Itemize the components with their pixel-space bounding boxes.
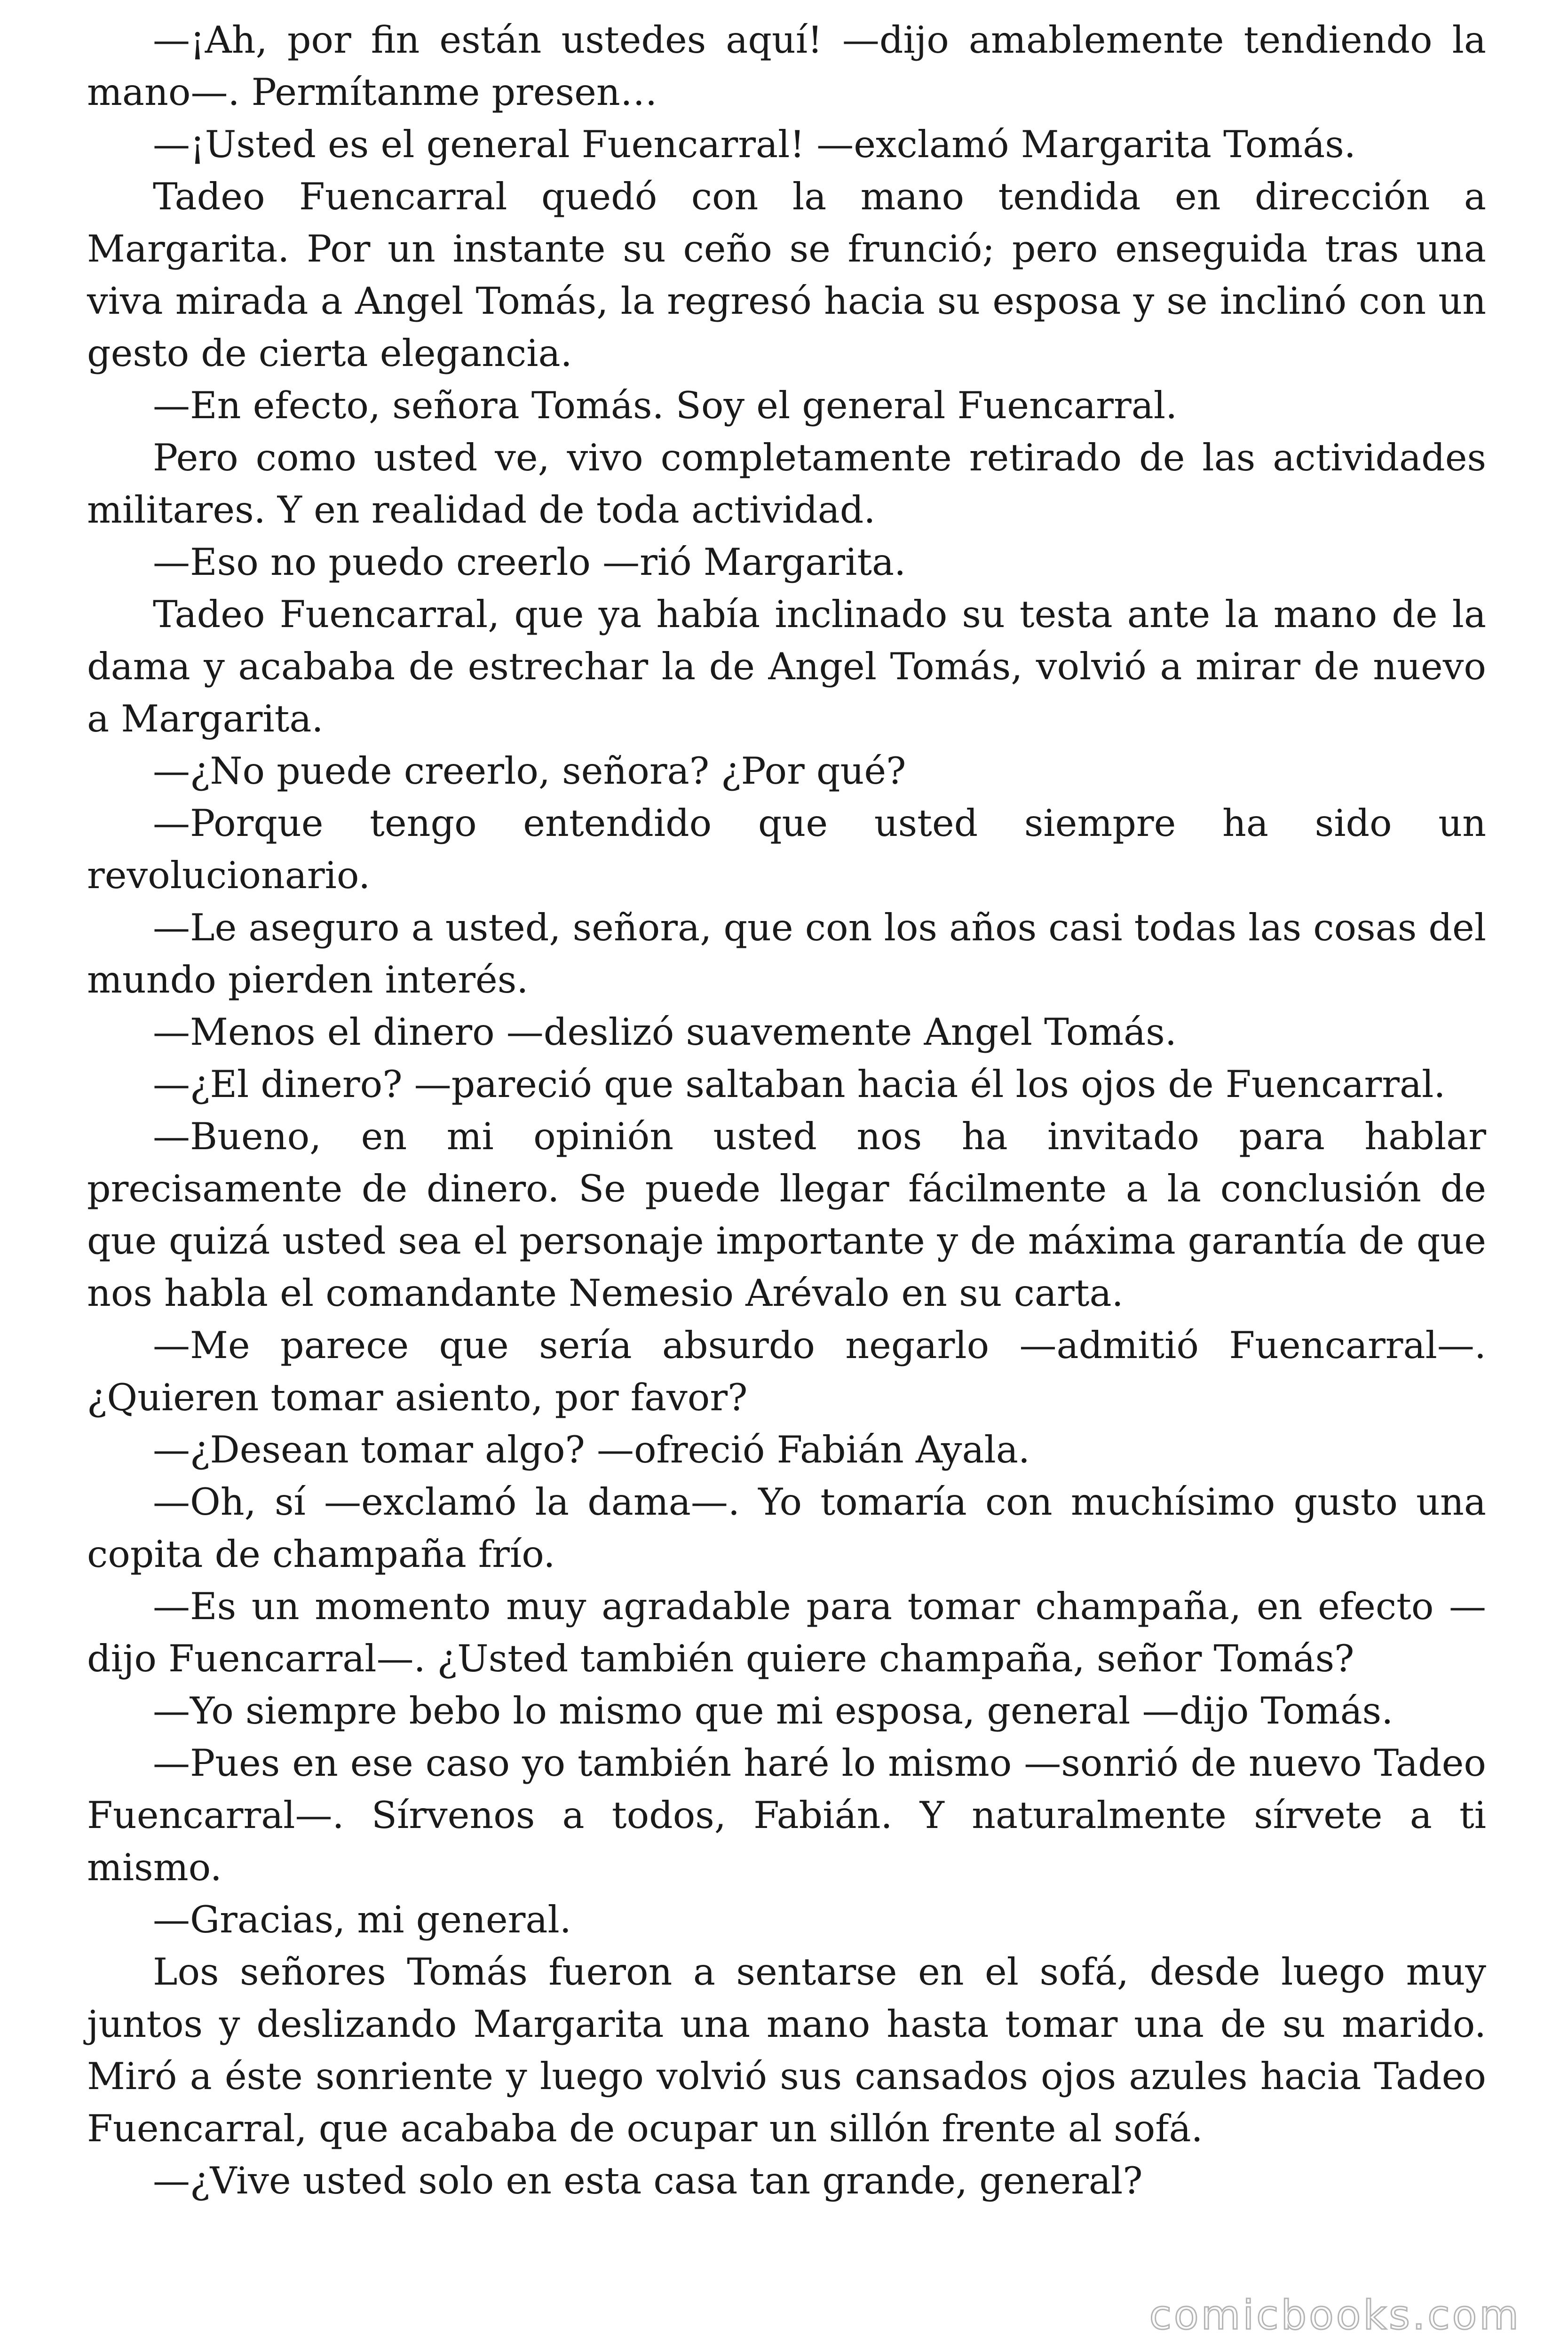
paragraph: —¿No puede creerlo, señora? ¿Por qué? — [153, 749, 906, 793]
paragraph: —Oh, sí —exclamó la dama—. Yo tomaría con muchísimo gusto una copita de champaña frío. — [87, 1480, 1486, 1576]
paragraph: —¿Desean tomar algo? —ofreció Fabián Ayala. — [153, 1428, 1030, 1471]
paragraph: Pero como usted ve, vivo completamente retirado de las actividades militares. Y en realidad de toda actividad. — [87, 436, 1486, 532]
paragraph: —En efecto, señora Tomás. Soy el general Fuencarral. — [153, 384, 1178, 427]
paragraph: —Menos el dinero —deslizó suavemente Angel Tomás. — [153, 1010, 1177, 1054]
paragraph: —Es un momento muy agradable para tomar champaña, en efecto —dijo Fuencarral—. ¿Usted también quiere champaña, señor Tomás? — [87, 1585, 1486, 1680]
page-text — [87, 14, 1486, 2207]
paragraph: —¿El dinero? —pareció que saltaban hacia él los ojos de Fuencarral. — [153, 1063, 1446, 1106]
paragraph: Tadeo Fuencarral, que ya había inclinado su testa ante la mano de la dama y acababa de estrechar la de Angel Tomás, volvió a mirar de nuevo a Margarita. — [87, 593, 1486, 740]
paragraph: —Pues en ese caso yo también haré lo mismo —sonrió de nuevo Tadeo Fuencarral—. Sírvenos a todos, Fabián. Y naturalmente sírvete a ti mismo. — [87, 1741, 1486, 1889]
paragraph: —Le aseguro a usted, señora, que con los años casi todas las cosas del mundo pierden interés. — [87, 906, 1486, 1001]
paragraph: —Porque tengo entendido que usted siempre ha sido un revolucionario. — [87, 802, 1486, 897]
paragraph: Tadeo Fuencarral quedó con la mano tendida en dirección a Margarita. Por un instante su ceño se frunció; pero enseguida tras una viva mirada a Angel Tomás, la regresó hacia su esposa y se inclinó con un gesto de cierta elegancia. — [87, 175, 1486, 375]
watermark: comicbooks.com — [1149, 2292, 1521, 2339]
paragraph: Los señores Tomás fueron a sentarse en el sofá, desde luego muy juntos y deslizando Margarita una mano hasta tomar una de su marido. Miró a éste sonriente y luego volvió sus cansados ojos azules hacia Tadeo Fuencarral, que acababa de ocupar un sillón frente al sofá. — [87, 1950, 1486, 2150]
paragraph: —¿Vive usted solo en esta casa tan grande, general? — [153, 2159, 1143, 2202]
paragraph: —Gracias, mi general. — [153, 1898, 571, 1941]
paragraph: —Me parece que sería absurdo negarlo —admitió Fuencarral—. ¿Quieren tomar asiento, por favor? — [87, 1324, 1486, 1419]
paragraph: —Yo siempre bebo lo mismo que mi esposa, general —dijo Tomás. — [153, 1689, 1394, 1732]
paragraph: —Bueno, en mi opinión usted nos ha invitado para hablar precisamente de dinero. Se puede llegar fácilmente a la conclusión de que quizá usted sea el personaje importante y de máxima garantía de que nos habla el comandante Nemesio Arévalo en su carta. — [87, 1115, 1486, 1315]
paragraph: —¡Ah, por fin están ustedes aquí! —dijo amablemente tendiendo la mano—. Permítanme presen… — [87, 18, 1486, 114]
paragraph: —Eso no puedo creerlo —rió Margarita. — [153, 540, 906, 584]
paragraph: —¡Usted es el general Fuencarral! —exclamó Margarita Tomás. — [153, 123, 1356, 166]
